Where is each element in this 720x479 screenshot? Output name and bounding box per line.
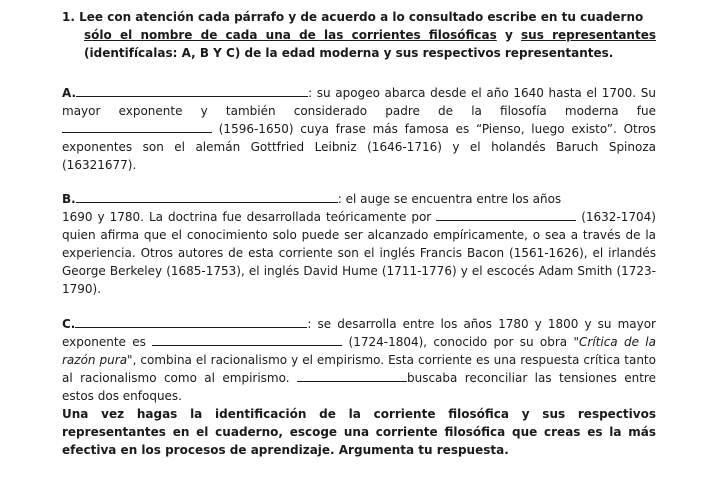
question-underlined-a: sólo el nombre de cada una de las corrientes filosóficas [84, 28, 497, 42]
paragraph-a-text: : su apogeo abarca desde el año 1640 hasta el 1700. Su mayor exponente y también considerado padre de la filosofía moderna fue [62, 86, 656, 118]
paragraph-c-text-5: buscaba reconciliar las tensiones entre estos dos enfoques. [62, 371, 656, 403]
paragraph-c-text: : se desarrolla entre los años 1780 y 1800 y su mayor [307, 317, 656, 331]
paragraph-c-work-title: "Crítica de la razón pura" [62, 335, 656, 367]
question-number: 1. [62, 10, 75, 24]
paragraph-b [62, 190, 656, 298]
blank-b-author[interactable] [436, 208, 576, 221]
paragraph-c-text-3: (1724-1804), conocido por su obra [342, 335, 574, 349]
label-b: B. [62, 192, 76, 206]
blank-a-exponent[interactable] [62, 120, 212, 133]
paragraph-a-text-2: (1596-1650) cuya frase más famosa es “Pienso, luego existo”. Otros exponentes son el alemán Gottfried Leibniz (1646-1716) y el holandés Baruch Spinoza (16321677). [62, 122, 656, 172]
label-c: C. [62, 317, 76, 331]
question-line-3: (identifícalas: A, B Y C) de la edad moderna y sus respectivos representantes. [84, 46, 614, 60]
blank-b-current[interactable] [76, 190, 338, 203]
blank-c-exponent[interactable] [152, 333, 342, 346]
question-joiner: y [496, 28, 522, 42]
blank-c-extra[interactable] [297, 369, 407, 382]
label-a: A. [62, 86, 77, 100]
blank-c-current[interactable] [75, 315, 307, 328]
question-indent [62, 26, 656, 62]
paragraph-c [62, 315, 656, 405]
question-1 [62, 8, 656, 62]
paragraph-b-text-2: 1690 y 1780. La doctrina fue desarrollada teóricamente por [62, 210, 432, 224]
question-underlined-b: sus representantes [521, 28, 656, 42]
paragraph-c-text-4: , combina el racionalismo y el empirismo. Esta corriente es una respuesta crítica tanto al racionalismo como al empirismo. [62, 353, 656, 385]
paragraph-a [62, 84, 656, 174]
final-instruction: Una vez hagas la identificación de la corriente filosófica y sus respectivos representantes en el cuaderno, escoge una corriente filosófica que creas es la más efectiva en los procesos de aprendizaje. Argumenta tu respuesta. [62, 407, 656, 457]
paragraph-b-text: : el auge se encuentra entre los años [337, 192, 562, 206]
blank-a-current[interactable] [76, 84, 308, 97]
paragraph-b-text-3: (1632-1704) quien afirma que el conocimiento solo puede ser alcanzado empíricamente, o sea a través de la experiencia. Otros autores de esta corriente son el inglés Francis Bacon (1561-1626), el irlandés George Berkeley (1685-1753), el inglés David Hume (1711-1776) y el escocés Adam Smith (1723-1790). [62, 210, 656, 296]
question-line-1: Lee con atención cada párrafo y de acuerdo a lo consultado escribe en tu cuaderno [79, 10, 644, 24]
paragraph-c-text-2: exponente es [62, 335, 146, 349]
